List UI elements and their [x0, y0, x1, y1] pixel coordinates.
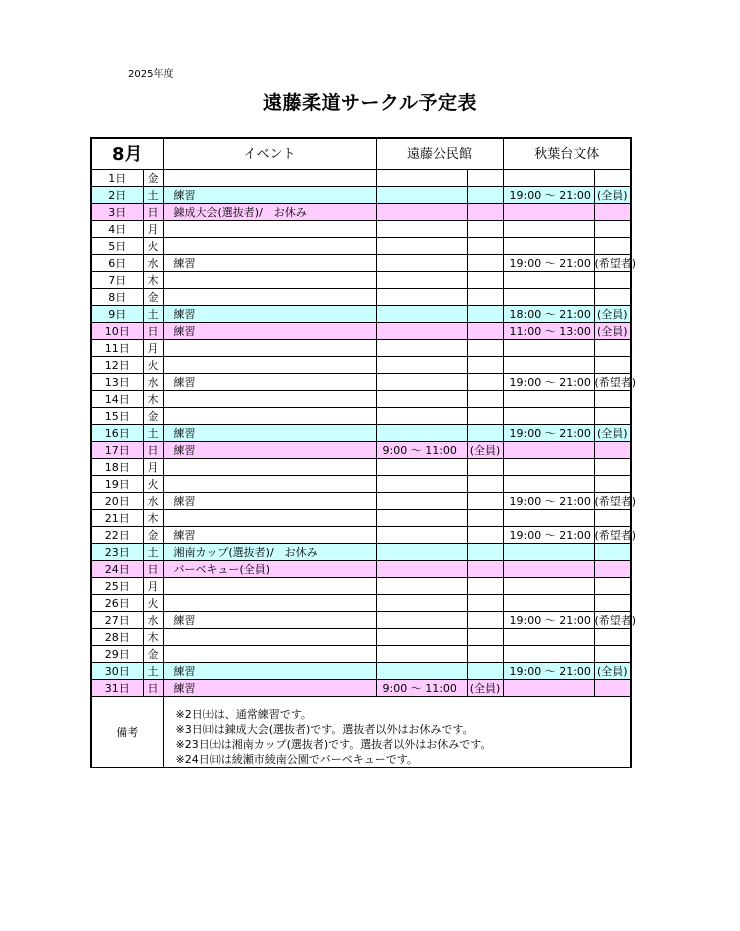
- venue1-attendance-cell: (全員): [467, 442, 503, 459]
- venue2-attendance-cell: [594, 544, 631, 561]
- venue1-attendance-cell: [467, 578, 503, 595]
- event-cell: 湘南カップ(選抜者)/ お休み: [163, 544, 376, 561]
- event-cell: [163, 578, 376, 595]
- weekday-cell: 月: [143, 221, 163, 238]
- weekday-cell: 土: [143, 663, 163, 680]
- venue2-attendance-cell: (希望者): [594, 613, 637, 627]
- venue1-attendance-cell: [467, 306, 503, 323]
- venue2-time-cell: [503, 408, 594, 425]
- weekday-cell: 火: [143, 476, 163, 493]
- day-cell: 13日: [91, 374, 143, 391]
- venue2-time-cell: [503, 476, 594, 493]
- table-row: [91, 357, 631, 374]
- notes-label: 備考: [91, 697, 163, 768]
- venue1-time-cell: [376, 527, 467, 544]
- day-cell: 26日: [91, 595, 143, 612]
- venue1-time-cell: [376, 476, 467, 493]
- venue1-time-cell: [376, 629, 467, 646]
- weekday-cell: 木: [143, 272, 163, 289]
- venue2-time-cell: [503, 459, 594, 476]
- day-cell: 6日: [91, 255, 143, 272]
- weekday-cell: 火: [143, 238, 163, 255]
- day-cell: 9日: [91, 306, 143, 323]
- weekday-cell: 木: [143, 510, 163, 527]
- venue1-time-cell: [376, 612, 467, 629]
- venue2-attendance-cell: (全員): [594, 323, 631, 340]
- venue2-time-cell: [503, 289, 594, 306]
- venue2-time-cell: [503, 646, 594, 663]
- page-title: 遠藤柔道サークル予定表: [263, 92, 477, 114]
- venue2-time-cell: 19:00 ～ 21:00: [503, 612, 594, 629]
- venue2-time-cell: 19:00 ～ 21:00: [503, 493, 594, 510]
- day-cell: 24日: [91, 561, 143, 578]
- schedule-table: [90, 137, 637, 768]
- note-line: ※2日㈯は、通常練習です。: [175, 708, 312, 721]
- event-cell: [163, 391, 376, 408]
- weekday-cell: 月: [143, 578, 163, 595]
- event-cell: 練習: [163, 323, 376, 340]
- event-cell: [163, 595, 376, 612]
- event-cell: 練習: [163, 442, 376, 459]
- venue1-time-cell: [376, 272, 467, 289]
- event-cell: 練習: [163, 493, 376, 510]
- venue1-attendance-cell: [467, 527, 503, 544]
- table-row: [91, 187, 631, 204]
- venue1-time-cell: 9:00 ～ 11:00: [376, 442, 467, 459]
- venue1-attendance-cell: [467, 595, 503, 612]
- venue1-time-cell: [376, 187, 467, 204]
- day-cell: 3日: [91, 204, 143, 221]
- table-row: [91, 442, 631, 459]
- table-row: [91, 425, 631, 442]
- day-cell: 12日: [91, 357, 143, 374]
- venue1-time-cell: 9:00 ～ 11:00: [376, 680, 467, 697]
- venue1-attendance-cell: [467, 272, 503, 289]
- venue1-attendance-cell: [467, 612, 503, 629]
- event-cell: バーベキュー(全員): [163, 561, 376, 578]
- venue2-time-cell: [503, 340, 594, 357]
- venue2-attendance-cell: [594, 391, 631, 408]
- venue1-attendance-cell: [467, 221, 503, 238]
- venue1-attendance-cell: [467, 204, 503, 221]
- weekday-cell: 金: [143, 170, 163, 187]
- table-row: [91, 221, 631, 238]
- venue2-attendance-cell: [594, 340, 631, 357]
- venue1-attendance-cell: [467, 289, 503, 306]
- venue1-time-cell: [376, 646, 467, 663]
- weekday-cell: 水: [143, 493, 163, 510]
- event-cell: [163, 221, 376, 238]
- venue2-time-cell: [503, 204, 594, 221]
- venue2-attendance-cell: [594, 357, 631, 374]
- venue1-attendance-cell: [467, 493, 503, 510]
- table-row: [91, 306, 631, 323]
- note-line: ※24日㈰は綾瀬市綾南公園でバーベキューです。: [175, 753, 418, 766]
- venue1-attendance-cell: [467, 170, 503, 187]
- venue1-time-cell: [376, 204, 467, 221]
- venue1-time-cell: [376, 221, 467, 238]
- venue2-attendance-cell: [594, 459, 631, 476]
- weekday-cell: 月: [143, 340, 163, 357]
- venue1-attendance-cell: [467, 663, 503, 680]
- day-cell: 23日: [91, 544, 143, 561]
- venue1-time-cell: [376, 357, 467, 374]
- day-cell: 10日: [91, 323, 143, 340]
- event-cell: [163, 340, 376, 357]
- fiscal-year-label: 2025年度: [128, 69, 174, 80]
- table-row: [91, 374, 631, 391]
- event-cell: [163, 289, 376, 306]
- venue2-time-cell: 19:00 ～ 21:00: [503, 187, 594, 204]
- table-row: [91, 238, 631, 255]
- table-row: [91, 204, 631, 221]
- event-cell: 練習: [163, 255, 376, 272]
- venue2-attendance-cell: [594, 680, 631, 697]
- venue2-time-cell: 19:00 ～ 21:00: [503, 663, 594, 680]
- venue2-attendance-cell: [594, 238, 631, 255]
- event-cell: [163, 510, 376, 527]
- day-cell: 7日: [91, 272, 143, 289]
- table-row: [91, 323, 631, 340]
- event-column-header: イベント: [163, 138, 376, 170]
- venue2-attendance-cell: [594, 561, 631, 578]
- venue1-column-header: 遠藤公民館: [376, 138, 503, 170]
- venue1-attendance-cell: [467, 187, 503, 204]
- weekday-cell: 金: [143, 527, 163, 544]
- note-line: ※3日㈰は錬成大会(選抜者)です。選抜者以外はお休みです。: [175, 723, 474, 736]
- venue2-time-cell: 19:00 ～ 21:00: [503, 425, 594, 442]
- table-row: [91, 527, 631, 544]
- day-cell: 20日: [91, 493, 143, 510]
- venue2-attendance-cell: [594, 510, 631, 527]
- venue1-time-cell: [376, 425, 467, 442]
- venue2-attendance-cell: [594, 578, 631, 595]
- venue1-time-cell: [376, 391, 467, 408]
- event-cell: [163, 272, 376, 289]
- venue2-time-cell: [503, 170, 594, 187]
- venue1-time-cell: [376, 595, 467, 612]
- venue1-time-cell: [376, 255, 467, 272]
- venue2-attendance-cell: [594, 272, 631, 289]
- day-cell: 4日: [91, 221, 143, 238]
- venue1-time-cell: [376, 374, 467, 391]
- weekday-cell: 金: [143, 289, 163, 306]
- venue2-attendance-cell: [594, 289, 631, 306]
- venue2-attendance-cell: (全員): [594, 187, 631, 204]
- venue1-time-cell: [376, 306, 467, 323]
- event-cell: [163, 646, 376, 663]
- venue2-time-cell: [503, 561, 594, 578]
- venue2-attendance-cell: [594, 408, 631, 425]
- event-cell: 練習: [163, 425, 376, 442]
- venue2-attendance-cell: [594, 170, 631, 187]
- venue1-attendance-cell: [467, 646, 503, 663]
- event-cell: 練習: [163, 527, 376, 544]
- venue1-attendance-cell: [467, 391, 503, 408]
- venue2-time-cell: 19:00 ～ 21:00: [503, 255, 594, 272]
- weekday-cell: 水: [143, 374, 163, 391]
- venue1-attendance-cell: [467, 408, 503, 425]
- event-cell: [163, 238, 376, 255]
- table-row: [91, 255, 631, 272]
- venue2-time-cell: [503, 595, 594, 612]
- venue1-attendance-cell: [467, 561, 503, 578]
- weekday-cell: 木: [143, 391, 163, 408]
- weekday-cell: 火: [143, 357, 163, 374]
- table-row: [91, 612, 631, 629]
- venue1-time-cell: [376, 578, 467, 595]
- table-row: [91, 289, 631, 306]
- event-cell: 練習: [163, 306, 376, 323]
- table-row: [91, 391, 631, 408]
- event-cell: [163, 459, 376, 476]
- weekday-cell: 土: [143, 306, 163, 323]
- table-row: [91, 629, 631, 646]
- table-row: [91, 272, 631, 289]
- venue1-attendance-cell: [467, 323, 503, 340]
- venue2-attendance-cell: (希望者): [594, 256, 637, 270]
- venue1-attendance-cell: [467, 425, 503, 442]
- venue1-time-cell: [376, 493, 467, 510]
- weekday-cell: 金: [143, 408, 163, 425]
- venue2-attendance-cell: (全員): [594, 663, 631, 680]
- day-cell: 22日: [91, 527, 143, 544]
- venue1-attendance-cell: [467, 459, 503, 476]
- venue2-time-cell: [503, 238, 594, 255]
- venue1-time-cell: [376, 323, 467, 340]
- weekday-cell: 水: [143, 255, 163, 272]
- notes-content: [163, 697, 631, 768]
- weekday-cell: 火: [143, 595, 163, 612]
- venue2-column-header: 秋葉台文体: [503, 138, 631, 170]
- venue1-attendance-cell: (全員): [467, 680, 503, 697]
- day-cell: 2日: [91, 187, 143, 204]
- venue2-attendance-cell: (全員): [594, 425, 631, 442]
- month-header: 8月: [91, 138, 163, 170]
- venue2-time-cell: [503, 357, 594, 374]
- venue2-time-cell: [503, 680, 594, 697]
- table-row: [91, 544, 631, 561]
- venue2-attendance-cell: (希望者): [594, 528, 637, 542]
- day-cell: 8日: [91, 289, 143, 306]
- venue2-time-cell: [503, 391, 594, 408]
- venue2-time-cell: [503, 629, 594, 646]
- venue1-attendance-cell: [467, 544, 503, 561]
- table-row: [91, 595, 631, 612]
- event-cell: 練習: [163, 663, 376, 680]
- day-cell: 19日: [91, 476, 143, 493]
- venue1-time-cell: [376, 510, 467, 527]
- day-cell: 15日: [91, 408, 143, 425]
- table-row: [91, 493, 631, 510]
- venue1-attendance-cell: [467, 476, 503, 493]
- venue2-time-cell: 18:00 ～ 21:00: [503, 306, 594, 323]
- day-cell: 17日: [91, 442, 143, 459]
- venue1-time-cell: [376, 663, 467, 680]
- event-cell: [163, 357, 376, 374]
- venue2-attendance-cell: (希望者): [594, 494, 637, 508]
- note-line: ※23日㈯は湘南カップ(選抜者)です。選抜者以外はお休みです。: [175, 738, 492, 751]
- table-row: [91, 510, 631, 527]
- day-cell: 14日: [91, 391, 143, 408]
- day-cell: 21日: [91, 510, 143, 527]
- venue2-attendance-cell: [594, 442, 631, 459]
- event-cell: 練習: [163, 187, 376, 204]
- venue2-attendance-cell: [594, 595, 631, 612]
- weekday-cell: 月: [143, 459, 163, 476]
- weekday-cell: 日: [143, 323, 163, 340]
- venue2-time-cell: [503, 510, 594, 527]
- day-cell: 28日: [91, 629, 143, 646]
- weekday-cell: 金: [143, 646, 163, 663]
- table-row: [91, 578, 631, 595]
- venue1-time-cell: [376, 170, 467, 187]
- table-row: [91, 680, 631, 697]
- venue2-time-cell: [503, 221, 594, 238]
- table-row: [91, 476, 631, 493]
- day-cell: 11日: [91, 340, 143, 357]
- day-cell: 25日: [91, 578, 143, 595]
- venue2-attendance-cell: [594, 629, 631, 646]
- day-cell: 27日: [91, 612, 143, 629]
- venue1-attendance-cell: [467, 629, 503, 646]
- venue1-time-cell: [376, 544, 467, 561]
- table-header-row: [91, 138, 631, 170]
- table-row: [91, 663, 631, 680]
- event-cell: [163, 476, 376, 493]
- venue2-time-cell: [503, 442, 594, 459]
- venue1-attendance-cell: [467, 238, 503, 255]
- venue2-attendance-cell: (全員): [594, 306, 631, 323]
- venue2-attendance-cell: [594, 646, 631, 663]
- event-cell: 錬成大会(選抜者)/ お休み: [163, 204, 376, 221]
- venue2-time-cell: [503, 272, 594, 289]
- venue2-time-cell: [503, 578, 594, 595]
- venue2-time-cell: 19:00 ～ 21:00: [503, 527, 594, 544]
- weekday-cell: 日: [143, 442, 163, 459]
- event-cell: 練習: [163, 680, 376, 697]
- venue1-time-cell: [376, 340, 467, 357]
- table-row: [91, 561, 631, 578]
- venue2-attendance-cell: [594, 476, 631, 493]
- day-cell: 30日: [91, 663, 143, 680]
- day-cell: 16日: [91, 425, 143, 442]
- event-cell: [163, 408, 376, 425]
- table-row: [91, 646, 631, 663]
- venue2-time-cell: 19:00 ～ 21:00: [503, 374, 594, 391]
- weekday-cell: 日: [143, 680, 163, 697]
- weekday-cell: 日: [143, 561, 163, 578]
- venue1-attendance-cell: [467, 357, 503, 374]
- venue2-attendance-cell: (希望者): [594, 375, 637, 389]
- venue1-attendance-cell: [467, 255, 503, 272]
- event-cell: [163, 629, 376, 646]
- table-row: [91, 170, 631, 187]
- weekday-cell: 日: [143, 204, 163, 221]
- venue2-attendance-cell: [594, 221, 631, 238]
- venue1-time-cell: [376, 408, 467, 425]
- venue2-time-cell: [503, 544, 594, 561]
- weekday-cell: 土: [143, 544, 163, 561]
- event-cell: [163, 170, 376, 187]
- weekday-cell: 水: [143, 612, 163, 629]
- weekday-cell: 土: [143, 425, 163, 442]
- weekday-cell: 木: [143, 629, 163, 646]
- table-row: [91, 459, 631, 476]
- event-cell: 練習: [163, 374, 376, 391]
- venue1-time-cell: [376, 459, 467, 476]
- venue1-attendance-cell: [467, 510, 503, 527]
- day-cell: 1日: [91, 170, 143, 187]
- venue2-time-cell: 11:00 ～ 13:00: [503, 323, 594, 340]
- day-cell: 29日: [91, 646, 143, 663]
- venue1-attendance-cell: [467, 374, 503, 391]
- venue1-time-cell: [376, 238, 467, 255]
- day-cell: 31日: [91, 680, 143, 697]
- notes-row: [91, 697, 631, 768]
- weekday-cell: 土: [143, 187, 163, 204]
- venue1-time-cell: [376, 289, 467, 306]
- venue1-attendance-cell: [467, 340, 503, 357]
- day-cell: 18日: [91, 459, 143, 476]
- venue2-attendance-cell: [594, 204, 631, 221]
- table-row: [91, 408, 631, 425]
- day-cell: 5日: [91, 238, 143, 255]
- table-row: [91, 340, 631, 357]
- event-cell: 練習: [163, 612, 376, 629]
- venue1-time-cell: [376, 561, 467, 578]
